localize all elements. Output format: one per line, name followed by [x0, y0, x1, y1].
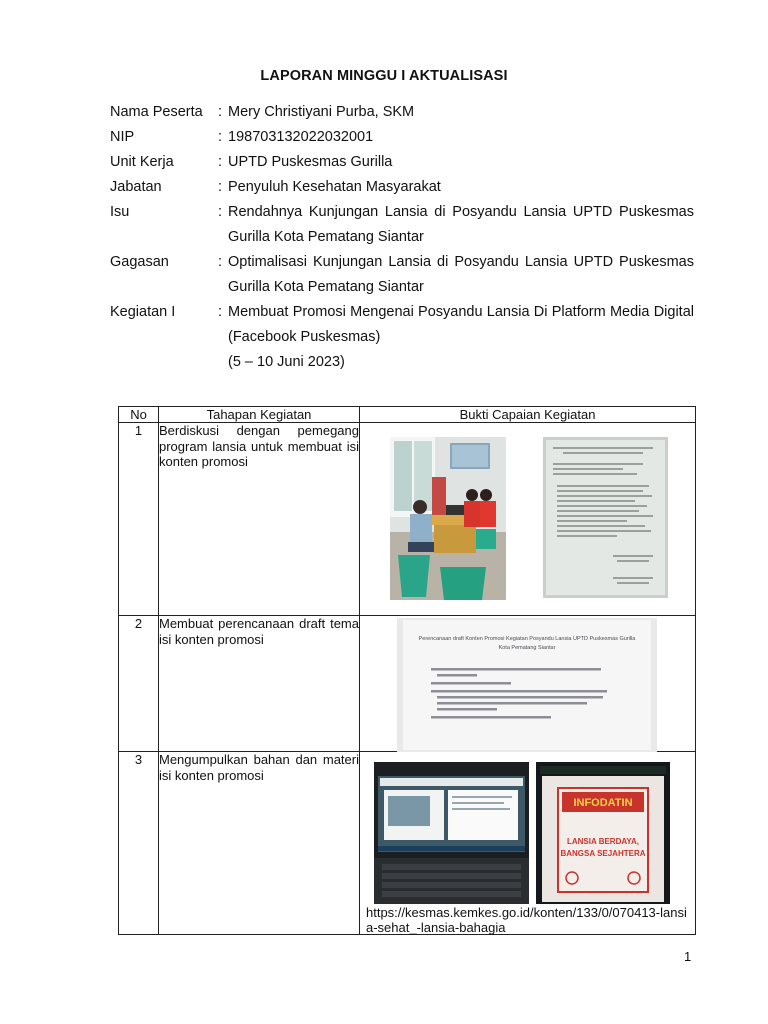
- header-tahapan: Tahapan Kegiatan: [159, 407, 360, 423]
- field-value: Optimalisasi Kunjungan Lansia di Posyandu Lansia UPTD Puskesmas Gurilla Kota Pematang Siantar: [228, 254, 694, 295]
- field-colon: :: [218, 129, 223, 145]
- table-row: [119, 423, 696, 616]
- field-gagasan: [110, 250, 694, 300]
- field-colon: :: [218, 104, 223, 120]
- field-value: [228, 300, 694, 375]
- report-title: LAPORAN MINGGU I AKTUALISASI: [260, 68, 508, 84]
- page-number: 1: [684, 949, 692, 964]
- phone-screen-photo: [536, 762, 670, 904]
- row-step: Membuat perencanaan draft tema isi konten promosi: [159, 616, 360, 752]
- row-step: Mengumpulkan bahan dan materi isi konten promosi: [159, 752, 360, 935]
- field-label: Gagasan: [110, 254, 169, 270]
- kegiatan-text: Membuat Promosi Mengenai Posyandu Lansia Di Platform Media Digital (Facebook Puskesmas): [228, 304, 694, 345]
- activity-table: [118, 406, 696, 935]
- meeting-photo-image: [390, 437, 506, 600]
- draft-document-image: [397, 618, 657, 752]
- field-value: Mery Christiyani Purba, SKM: [228, 104, 415, 120]
- field-label: Kegiatan I: [110, 304, 176, 320]
- draft-document-photo: [397, 618, 657, 752]
- meeting-notes-photo: [543, 437, 668, 598]
- field-value: Rendahnya Kunjungan Lansia di Posyandu Lansia UPTD Puskesmas Gurilla Kota Pematang Siantar: [228, 204, 694, 245]
- row-number: 2: [119, 616, 159, 752]
- row-evidence: [360, 616, 696, 752]
- row-evidence: [360, 752, 696, 935]
- field-isu: [110, 200, 694, 250]
- field-colon: :: [218, 254, 223, 270]
- participant-info: [110, 100, 694, 375]
- field-colon: :: [218, 204, 223, 220]
- field-nip: [110, 125, 694, 150]
- field-value: UPTD Puskesmas Gurilla: [228, 154, 393, 170]
- table-row: [119, 752, 696, 935]
- field-label: Nama Peserta: [110, 104, 203, 120]
- phone-screen-image: [536, 762, 670, 904]
- meeting-photo: [390, 437, 506, 600]
- kegiatan-date: (5 – 10 Juni 2023): [228, 354, 345, 370]
- field-colon: :: [218, 179, 223, 195]
- screen-banner-text: INFODATIN: [573, 797, 633, 809]
- svg-text:Kota Pematang Siantar: Kota Pematang Siantar: [498, 645, 556, 651]
- row-number: 1: [119, 423, 159, 616]
- field-colon: :: [218, 154, 223, 170]
- field-label: Jabatan: [110, 179, 162, 195]
- header-bukti: Bukti Capaian Kegiatan: [360, 407, 696, 423]
- draft-heading: Perencanaan draft Konten Promosi Kegiatan Posyandu Lansia UPTD Puskesmas Gurilla: [418, 636, 636, 642]
- field-colon: :: [218, 304, 223, 320]
- row-step: Berdiskusi dengan pemegang program lansia untuk membuat isi konten promosi: [159, 423, 360, 616]
- field-value: 198703132022032001: [228, 129, 374, 145]
- field-label: Unit Kerja: [110, 154, 174, 170]
- field-kegiatan: [110, 300, 694, 375]
- laptop-screen-photo: [374, 762, 529, 904]
- source-link[interactable]: https://kesmas.kemkes.go.id/konten/133/0/070413-lansia-sehat_-lansia-bahagia: [366, 905, 687, 935]
- table-header-row: [119, 407, 696, 423]
- svg-text:BANGSA SEJAHTERA: BANGSA SEJAHTERA: [560, 849, 646, 858]
- field-jabatan: [110, 175, 694, 200]
- row-number: 3: [119, 752, 159, 935]
- svg-text:LANSIA BERDAYA,: LANSIA BERDAYA,: [566, 837, 640, 846]
- field-label: NIP: [110, 129, 135, 145]
- meeting-notes-image: [543, 437, 668, 598]
- field-label: Isu: [110, 204, 130, 220]
- field-unit-kerja: [110, 150, 694, 175]
- row-evidence: [360, 423, 696, 616]
- table-row: [119, 616, 696, 752]
- field-value: Penyuluh Kesehatan Masyarakat: [228, 179, 441, 195]
- field-nama: [110, 100, 694, 125]
- laptop-screen-image: [374, 762, 529, 904]
- header-no: No: [119, 407, 159, 423]
